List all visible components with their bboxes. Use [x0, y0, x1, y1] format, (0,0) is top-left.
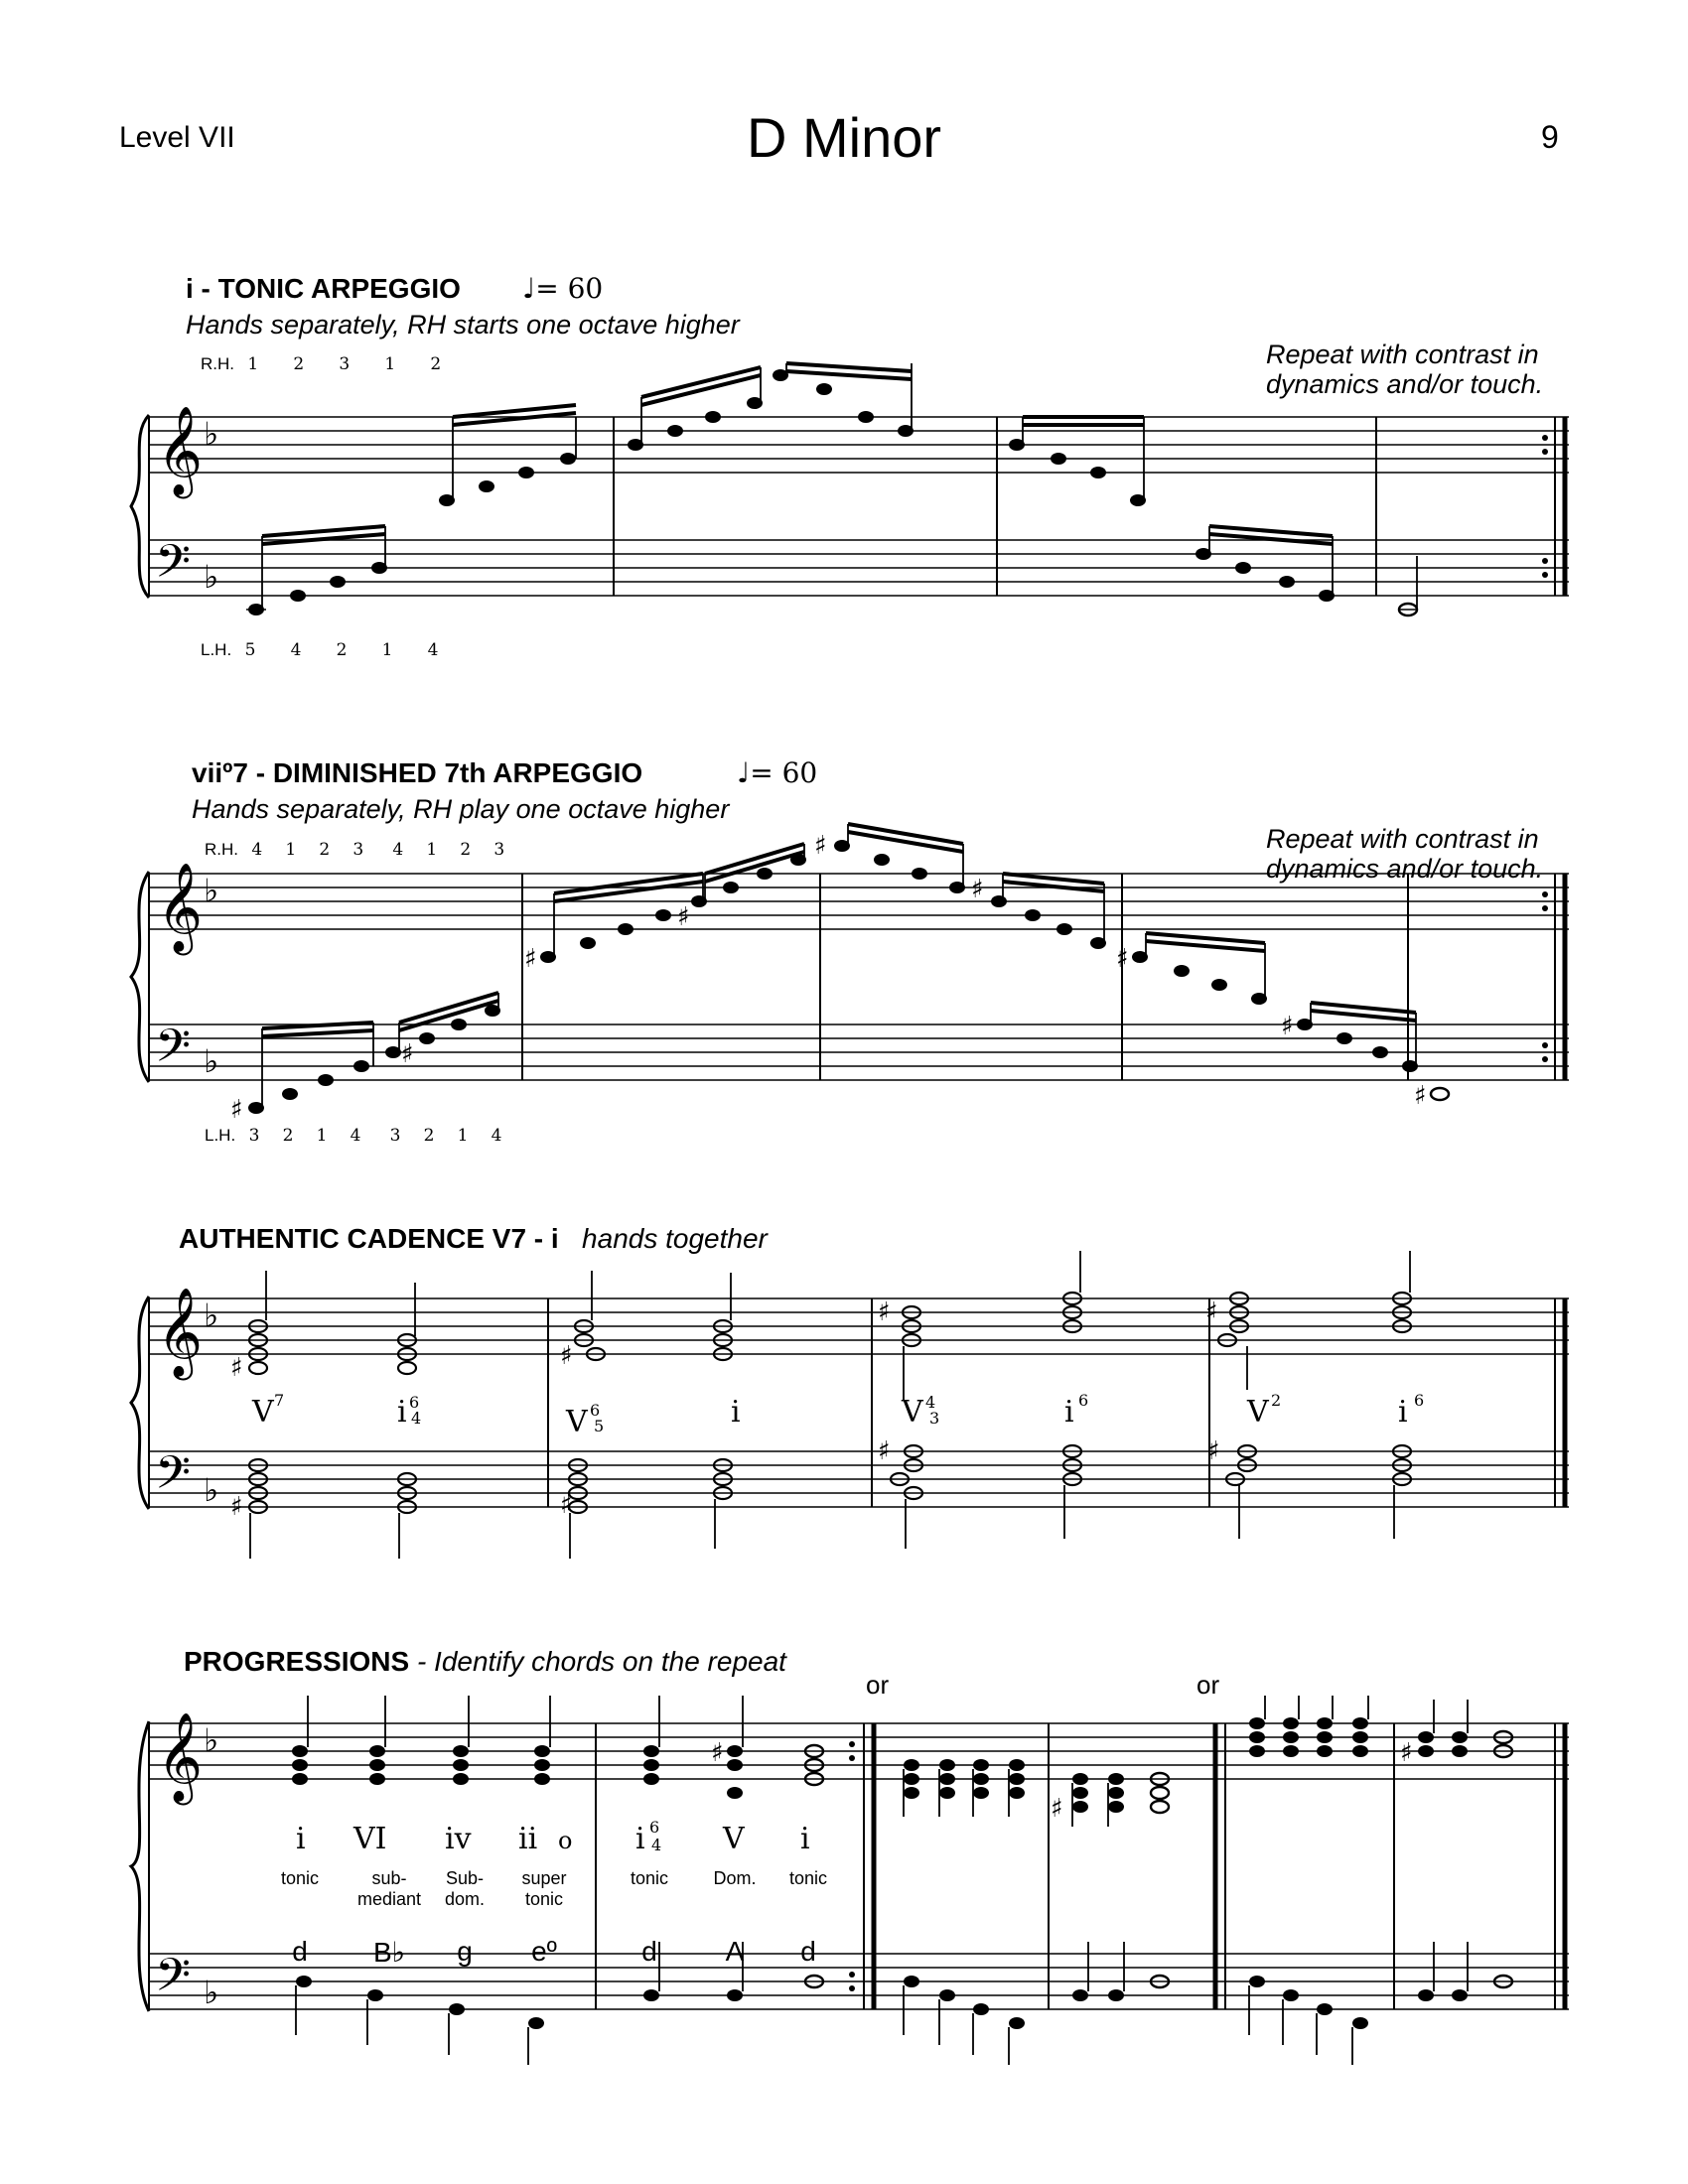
- svg-text:5: 5: [594, 1417, 605, 1435]
- svg-text:i: i: [296, 1822, 306, 1856]
- svg-text:♭: ♭: [204, 872, 219, 909]
- chord-letter: B♭: [373, 1937, 405, 1968]
- chord-letter: g: [457, 1936, 473, 1967]
- svg-text:6: 6: [649, 1818, 660, 1837]
- svg-text:6: 6: [1078, 1391, 1089, 1410]
- function-label: Dom.: [713, 1868, 757, 1888]
- finger-number: 1: [247, 354, 259, 374]
- finger-number: 1: [457, 1126, 469, 1146]
- tonic-system: [131, 363, 1569, 615]
- finger-number: 2: [430, 354, 442, 374]
- svg-text:♯: ♯: [1281, 1012, 1294, 1041]
- function-label: tonic: [280, 1868, 320, 1888]
- svg-text:♭: ♭: [204, 1297, 219, 1334]
- diminished-instruction: Hands separately, RH play one octave higher: [192, 794, 730, 824]
- finger-number: 1: [426, 840, 438, 860]
- bass-clef-icon: 𝄢: [155, 535, 192, 600]
- cadence-chord-1: V: [252, 1395, 274, 1430]
- svg-text:4: 4: [925, 1393, 936, 1412]
- tonic-repeat-note-line2: dynamics and/or touch.: [1266, 369, 1544, 399]
- svg-text:♯: ♯: [814, 831, 827, 861]
- finger-number: 2: [336, 640, 348, 660]
- flat-icon: ♭: [204, 415, 219, 453]
- svg-text:♯: ♯: [230, 1492, 243, 1522]
- svg-text:4: 4: [411, 1409, 422, 1428]
- finger-number: 2: [423, 1126, 435, 1146]
- cadence-title: [179, 1223, 768, 1255]
- svg-text:4: 4: [651, 1836, 662, 1854]
- chord-letter: eº: [531, 1936, 557, 1967]
- finger-number: 2: [460, 840, 472, 860]
- page-number: 9: [1541, 119, 1559, 155]
- or-label-2: or: [1196, 1670, 1220, 1700]
- progression-roman-numerals: [296, 1818, 810, 1856]
- svg-text:♯: ♯: [711, 1738, 724, 1768]
- svg-text:i: i: [800, 1822, 810, 1856]
- svg-text:i: i: [1064, 1395, 1074, 1430]
- diminished-rh-fingering: [205, 840, 527, 860]
- repeat-dots: [1542, 435, 1548, 578]
- diminished-repeat-note: [1266, 824, 1543, 884]
- svg-text:V: V: [566, 1405, 588, 1439]
- svg-text:V: V: [1247, 1395, 1269, 1430]
- svg-text:𝄢: 𝄢: [155, 1020, 192, 1084]
- svg-text:𝄢: 𝄢: [155, 1949, 192, 2013]
- svg-text:♯: ♯: [560, 1490, 573, 1520]
- function-label: sub- mediant: [356, 1868, 422, 1909]
- progressions-subtitle: - Identify chords on the repeat: [416, 1646, 786, 1677]
- diminished-tempo-value: = 60: [750, 756, 818, 789]
- page-title: D Minor: [746, 106, 942, 169]
- stems: [453, 363, 1144, 500]
- finger-number: 5: [244, 640, 256, 660]
- finger-number: 2: [293, 354, 305, 374]
- svg-text:iv: iv: [445, 1822, 472, 1856]
- svg-text:♭: ♭: [204, 1471, 219, 1509]
- svg-text:𝄞: 𝄞: [157, 863, 204, 952]
- finger-number: 4: [427, 640, 439, 660]
- svg-text:i: i: [1398, 1395, 1408, 1430]
- svg-text:♯: ♯: [560, 1341, 573, 1371]
- finger-number: 4: [251, 840, 263, 860]
- svg-text:♯: ♯: [230, 1353, 243, 1383]
- finger-number: 3: [248, 1126, 260, 1146]
- flat-icon: ♭: [204, 558, 219, 596]
- svg-text:♯: ♯: [1207, 1436, 1220, 1466]
- treble-staff: [149, 417, 1569, 473]
- svg-text:VI: VI: [353, 1822, 387, 1856]
- svg-text:i: i: [731, 1395, 741, 1430]
- diminished-repeat-note-line1: Repeat with contrast in: [1266, 824, 1539, 854]
- finger-number: 4: [491, 1126, 502, 1146]
- bass-staff: [149, 540, 1569, 596]
- svg-text:6: 6: [1414, 1391, 1425, 1410]
- finger-number: 4: [350, 1126, 361, 1146]
- svg-text:𝄞: 𝄞: [157, 1288, 204, 1377]
- svg-text:♯: ♯: [677, 902, 690, 932]
- chord-letter: d: [800, 1936, 816, 1967]
- cadence-title-text: AUTHENTIC CADENCE V7 - i: [179, 1223, 559, 1254]
- lh-label: L.H.: [205, 1126, 236, 1145]
- svg-text:♯: ♯: [401, 1039, 414, 1069]
- finger-number: 1: [381, 640, 393, 660]
- finger-number: 1: [316, 1126, 328, 1146]
- function-label: super tonic: [521, 1868, 567, 1909]
- svg-text:♯: ♯: [1051, 1794, 1063, 1824]
- chord-letters: [268, 1936, 824, 1972]
- svg-text:♭: ♭: [204, 1721, 219, 1759]
- chord-letter: A: [725, 1936, 745, 1967]
- svg-text:V: V: [902, 1395, 923, 1430]
- progressions-title-text: PROGRESSIONS: [184, 1646, 410, 1677]
- tonic-tempo-value: = 60: [535, 272, 604, 305]
- quarter-note-icon: ♩: [737, 756, 751, 789]
- svg-text:♭: ♭: [204, 1974, 219, 2011]
- lh-label: L.H.: [201, 640, 232, 659]
- treble-clef-icon: 𝄞: [157, 406, 204, 495]
- svg-text:6: 6: [590, 1401, 601, 1420]
- diminished-repeat-note-line2: dynamics and/or touch.: [1266, 854, 1544, 884]
- progressions-title: [184, 1646, 786, 1678]
- finger-number: 1: [384, 354, 396, 374]
- svg-text:ii: ii: [518, 1822, 538, 1856]
- level-label: Level VII: [119, 121, 235, 154]
- cadence-subtitle: hands together: [582, 1223, 768, 1254]
- chord-letter: d: [292, 1936, 308, 1967]
- svg-text:♯: ♯: [971, 875, 984, 904]
- finger-number: 3: [389, 1126, 401, 1146]
- barlines: [614, 417, 1565, 596]
- or-label-1: or: [866, 1670, 890, 1700]
- svg-text:𝄞: 𝄞: [157, 1712, 204, 1802]
- chord-functions: [268, 1868, 828, 1928]
- function-label: Sub- dom.: [444, 1868, 486, 1909]
- svg-text:♭: ♭: [204, 1042, 219, 1080]
- diminished-arpeggio-title: viiº7 - DIMINISHED 7th ARPEGGIO: [192, 757, 643, 788]
- finger-number: 2: [282, 1126, 294, 1146]
- svg-text:♯: ♯: [1400, 1738, 1413, 1768]
- svg-text:𝄢: 𝄢: [155, 1446, 192, 1511]
- svg-text:♯: ♯: [230, 1095, 243, 1125]
- sharp-icon: ♯: [524, 944, 537, 974]
- finger-number: 4: [392, 840, 404, 860]
- quarter-note-icon: ♩: [522, 272, 536, 305]
- svg-text:♯: ♯: [878, 1297, 891, 1327]
- svg-text:o: o: [558, 1827, 573, 1854]
- svg-text:3: 3: [929, 1409, 940, 1428]
- brace: [131, 415, 149, 598]
- diminished-lh-fingering: [205, 1126, 525, 1146]
- cadence-roman-numerals: [251, 1391, 1424, 1439]
- svg-text:i: i: [635, 1822, 645, 1856]
- function-label: tonic: [788, 1868, 828, 1888]
- finger-number: 3: [352, 840, 364, 860]
- finger-number: 1: [285, 840, 297, 860]
- finger-number: 3: [339, 354, 351, 374]
- tonic-repeat-note-line1: Repeat with contrast in: [1266, 340, 1539, 369]
- svg-text:6: 6: [409, 1393, 420, 1412]
- svg-text:♯: ♯: [1414, 1081, 1427, 1111]
- finger-number: 2: [319, 840, 331, 860]
- beams: [453, 363, 1144, 425]
- diminished-tempo-marking: [737, 756, 817, 789]
- rh-label: R.H.: [205, 840, 238, 859]
- svg-text:V: V: [723, 1822, 745, 1856]
- chord-letter: d: [641, 1936, 657, 1967]
- finger-number: 3: [493, 840, 505, 860]
- svg-text:♯: ♯: [1116, 944, 1129, 974]
- rh-label: R.H.: [201, 354, 234, 373]
- treble-notes: [439, 369, 1146, 506]
- svg-text:♯: ♯: [1205, 1297, 1218, 1327]
- tonic-instruction: Hands separately, RH starts one octave higher: [186, 310, 740, 340]
- svg-text:2: 2: [1271, 1391, 1282, 1410]
- function-label: tonic: [630, 1868, 669, 1888]
- cadence-system: [131, 1251, 1569, 1559]
- finger-number: 4: [290, 640, 302, 660]
- svg-text:♯: ♯: [878, 1436, 891, 1466]
- svg-text:i: i: [397, 1395, 407, 1430]
- svg-text:7: 7: [274, 1391, 285, 1410]
- tonic-arpeggio-title: i - TONIC ARPEGGIO: [186, 273, 461, 304]
